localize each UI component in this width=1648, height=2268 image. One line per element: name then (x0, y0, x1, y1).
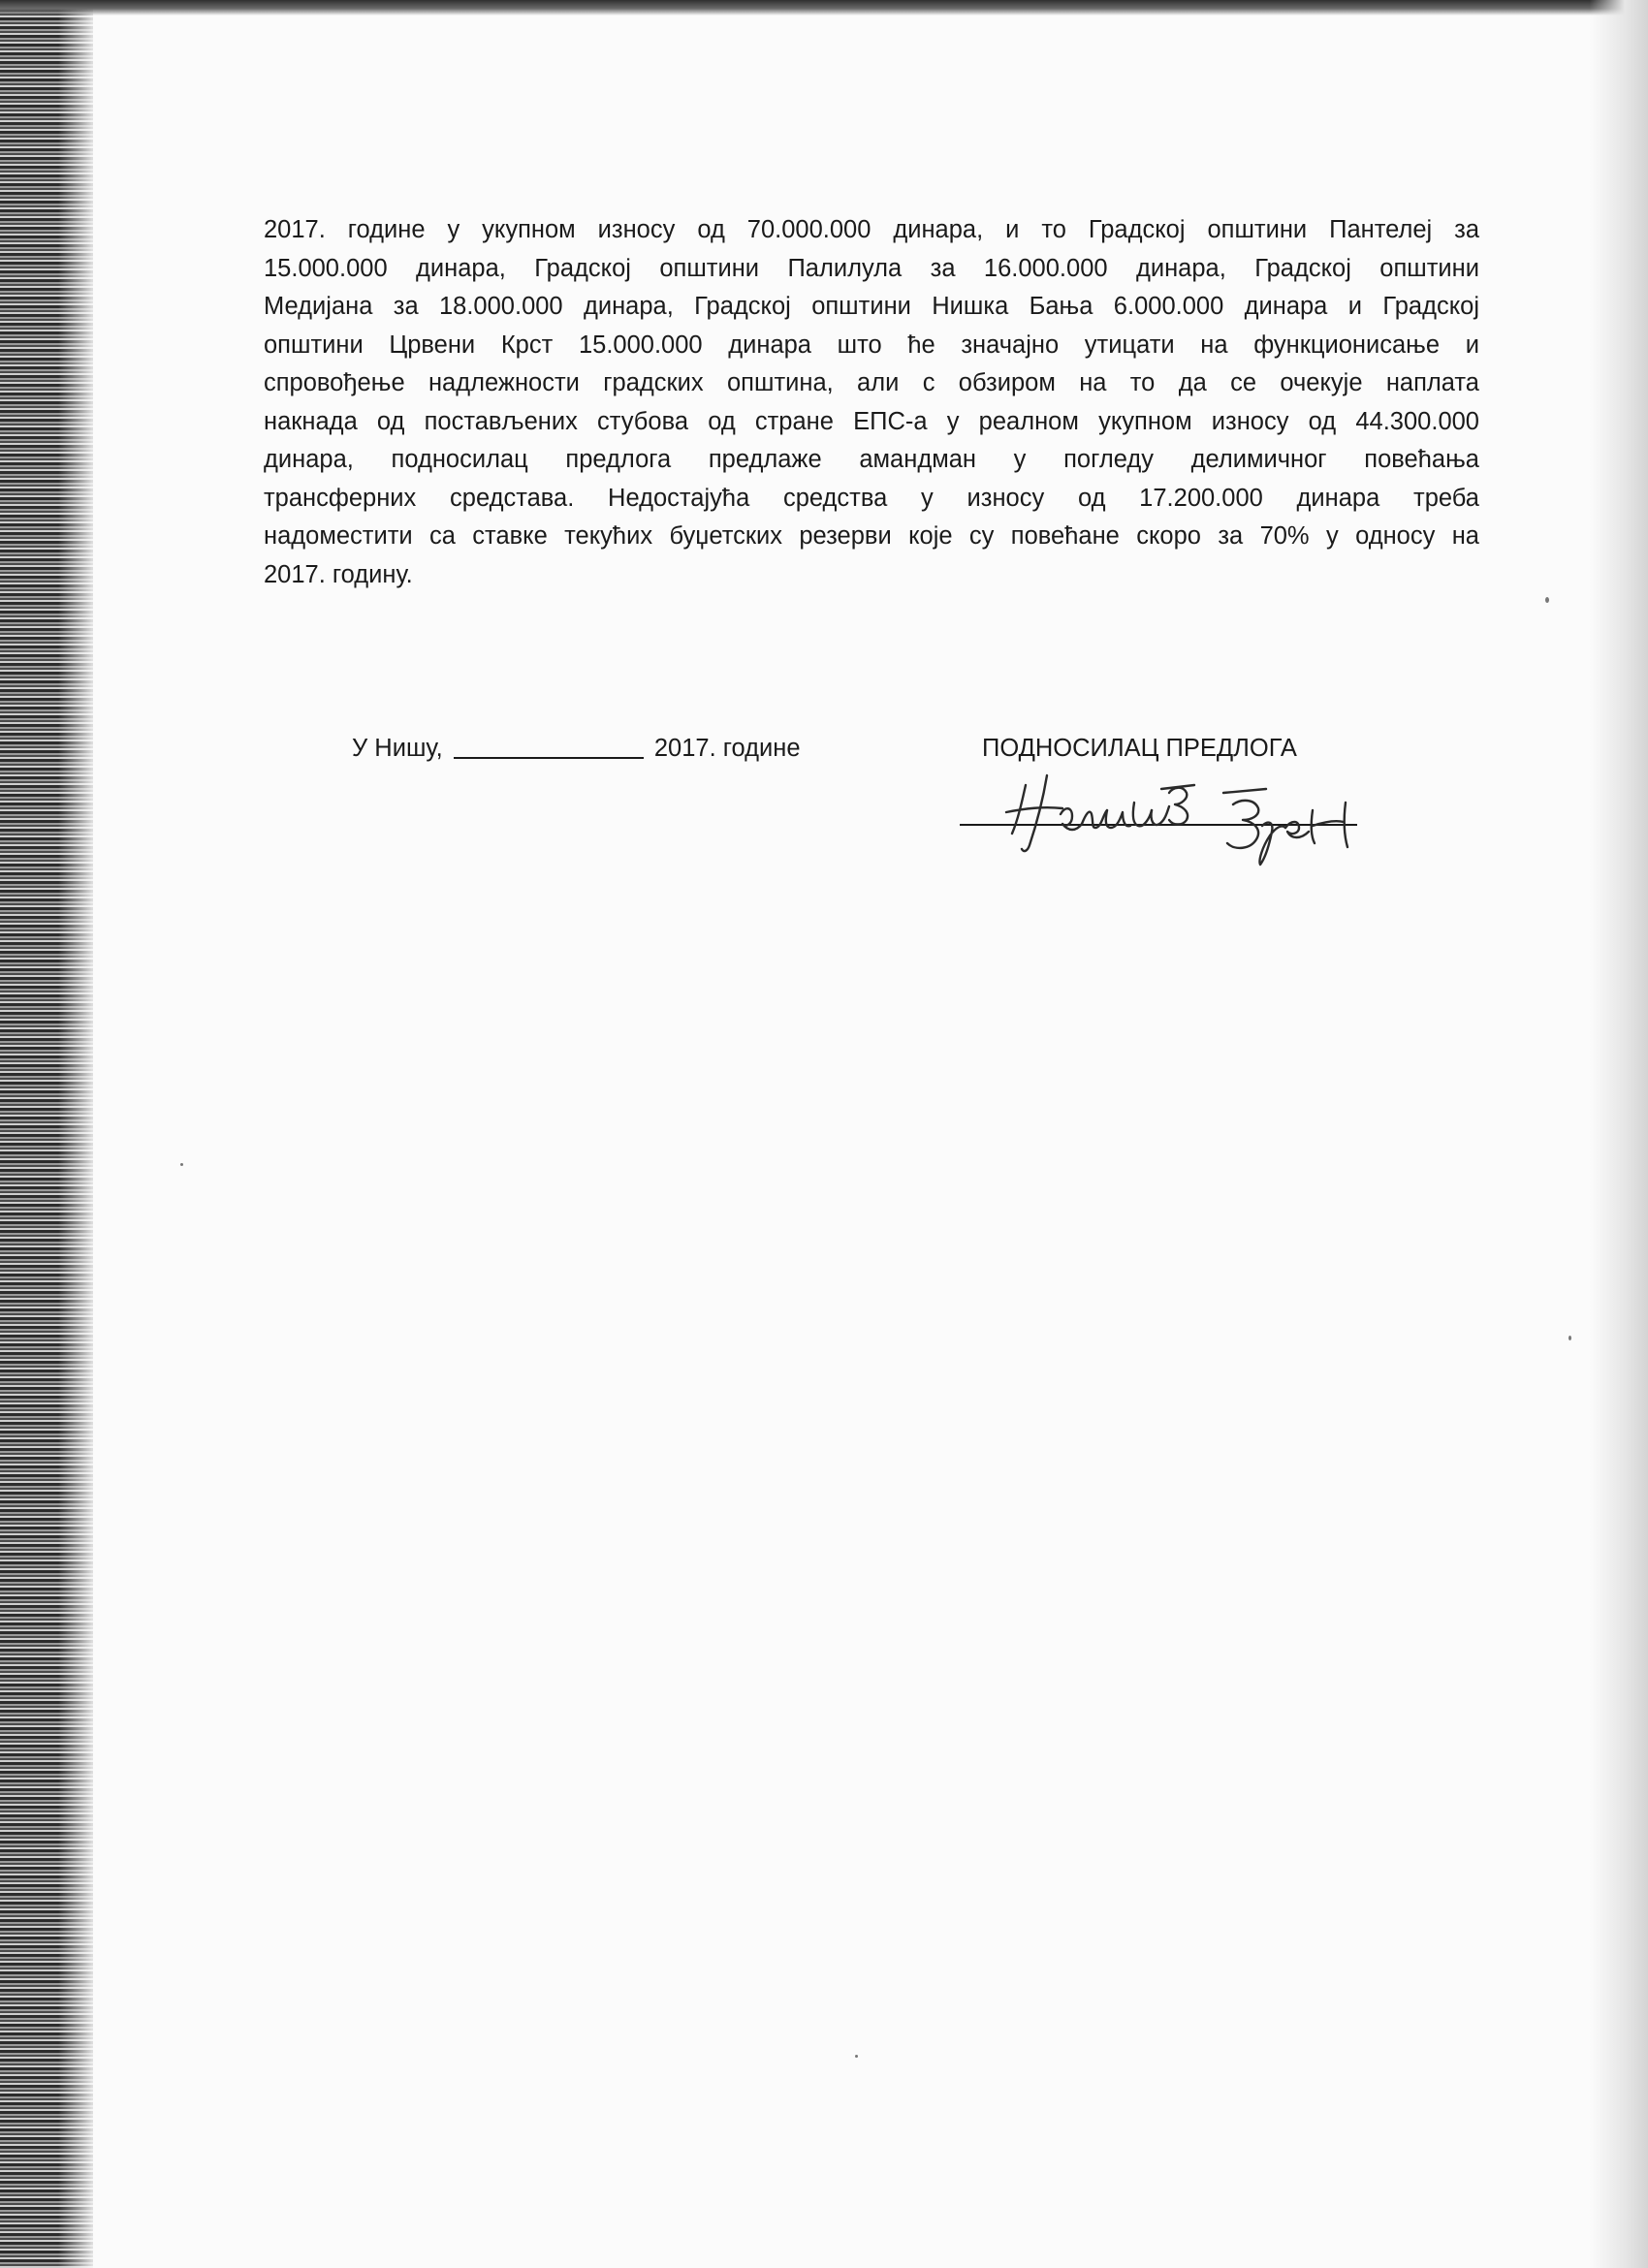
scan-speck (1545, 597, 1549, 603)
date-blank (454, 757, 644, 759)
handwritten-signature (979, 764, 1406, 870)
body-line: накнада од постављених стубова од стране ЕПС-а у реалном укупном износу од 44.300.000 (264, 407, 1479, 435)
body-line: трансферних средстава. Недостајућа средства у износу од 17.200.000 динара треба (264, 484, 1479, 512)
body-line: надоместити са ставке текућих буџетских резерви које су повећане скоро за 70% у односу на (264, 522, 1479, 550)
scan-speck (1569, 1336, 1571, 1340)
scanner-top-edge (0, 0, 1648, 16)
body-line: 2017. годину. (264, 560, 413, 588)
scanner-right-edge (1590, 0, 1648, 2268)
body-line: 15.000.000 динара, Градској општини Палилула за 16.000.000 динара, Градској општини (264, 254, 1479, 282)
body-line: општини Црвени Крст 15.000.000 динара што ће значајно утицати на функционисање и (264, 331, 1479, 359)
year-label: 2017. године (653, 735, 801, 762)
body-line: спровођење надлежности градских општина, али с обзиром на то да се очекује наплата (264, 369, 1479, 396)
submitter-label: ПОДНОСИЛАЦ ПРЕДЛОГА (982, 735, 1297, 762)
place-label: У Нишу, (352, 735, 443, 762)
body-paragraph (264, 211, 1479, 594)
body-line: 2017. године у укупном износу од 70.000.000 динара, и то Градској општини Пантелеј за (264, 216, 1479, 243)
scan-speck (180, 1163, 183, 1166)
place-date-line (352, 735, 801, 763)
body-line: Медијана за 18.000.000 динара, Градској општини Нишка Бања 6.000.000 динара и Градској (264, 293, 1479, 320)
scanner-edge-fade (58, 0, 107, 2268)
scan-speck (855, 2055, 858, 2058)
body-line: динара, подносилац предлога предлаже амандман у погледу делимичног повећања (264, 446, 1479, 473)
